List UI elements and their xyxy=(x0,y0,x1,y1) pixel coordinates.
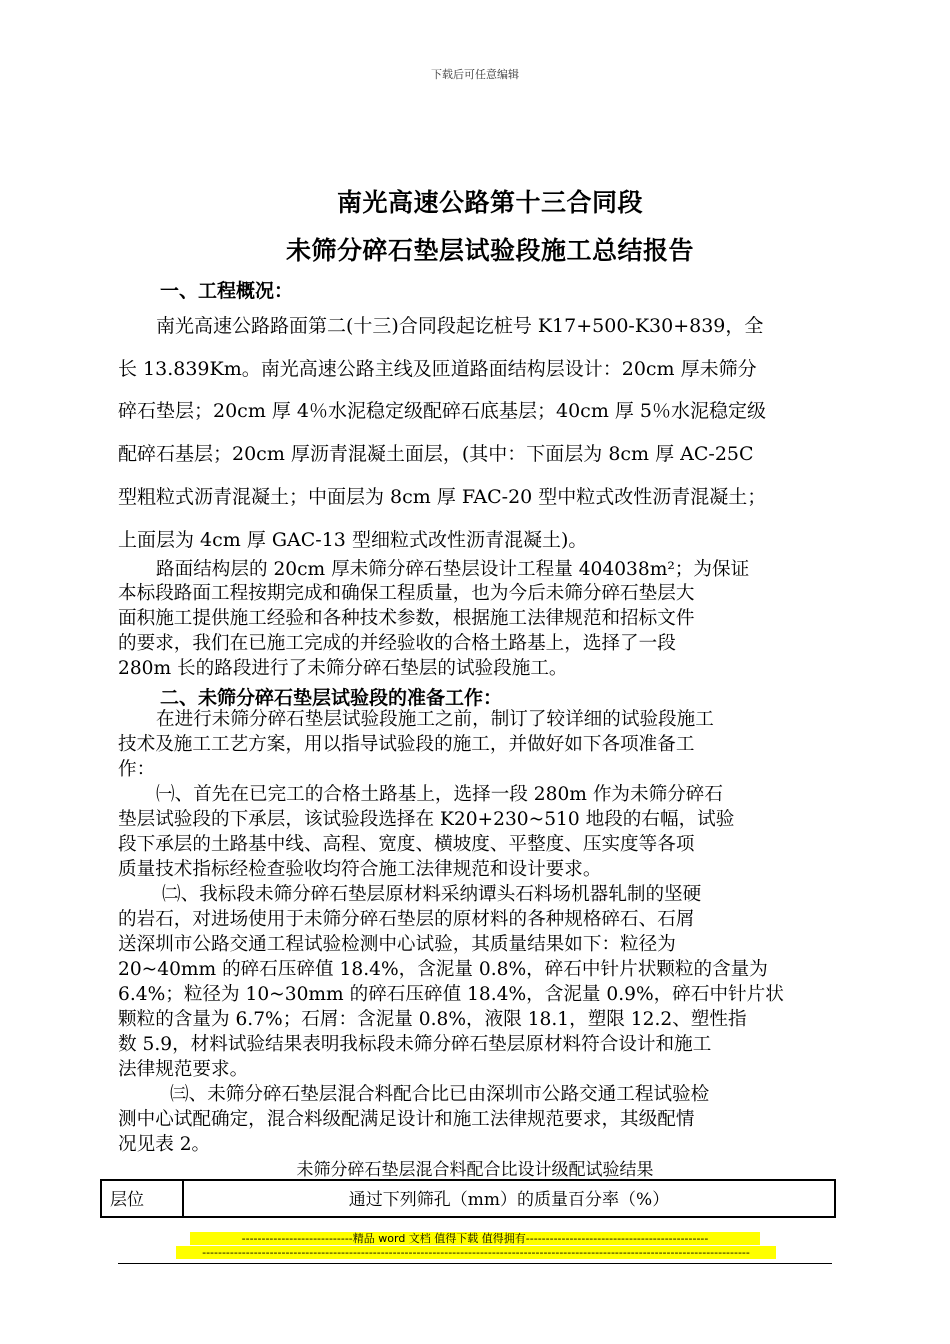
body-line: 在进行未筛分碎石垫层试验段施工之前，制订了较详细的试验段施工 xyxy=(156,709,714,730)
body-line: ㈠、首先在已完工的合格土路基上，选择一段 280m 作为未筛分碎石 xyxy=(156,784,723,805)
body-line: 法律规范要求。 xyxy=(118,1059,249,1080)
body-line: 测中心试配确定，混合料级配满足设计和施工法律规范要求，其级配情 xyxy=(118,1109,695,1130)
body-line: 面积施工提供施工经验和各种技术参数，根据施工法律规范和招标文件 xyxy=(118,608,695,629)
body-line: 垫层试验段的下承层，该试验段选择在 K20+230~510 地段的右幅，试验 xyxy=(118,809,735,830)
body-line: 碎石垫层；20cm 厚 4％水泥稳定级配碎石底基层；40cm 厚 5％水泥稳定级 xyxy=(118,400,767,422)
body-line: 6.4%；粒径为 10~30mm 的碎石压碎值 18.4%，含泥量 0.9%，碎石中针片状 xyxy=(118,984,784,1005)
table-caption: 未筛分碎石垫层混合料配合比设计级配试验结果 xyxy=(296,1160,654,1180)
document-title-line1: 南光高速公路第十三合同段 xyxy=(336,188,643,217)
body-line: 送深圳市公路交通工程试验检测中心试验，其质量结果如下：粒径为 xyxy=(118,934,676,955)
footer-banner-dashes: ------------------------------------------------------------------------------------------------------------------------------------------ xyxy=(176,1246,776,1259)
gradation-table xyxy=(100,1179,836,1218)
body-line: 路面结构层的 20cm 厚未筛分碎石垫层设计工程量 404038m²；为保证 xyxy=(156,559,750,580)
body-line: 数 5.9，材料试验结果表明我标段未筛分碎石垫层原材料符合设计和施工 xyxy=(118,1034,712,1055)
body-line: 280m 长的路段进行了未筛分碎石垫层的试验段施工。 xyxy=(118,658,568,679)
body-line: 配碎石基层；20cm 厚沥青混凝土面层，(其中：下面层为 8cm 厚 AC-25C xyxy=(118,443,754,465)
table-header-layer: 层位 xyxy=(101,1180,183,1217)
document-title-line2: 未筛分碎石垫层试验段施工总结报告 xyxy=(285,236,694,265)
footer-banner: ----------------------------精品 word 文档 值得下载 值得拥有---------------------------------------------- xyxy=(190,1232,760,1245)
body-line: 段下承层的土路基中线、高程、宽度、横坡度、平整度、压实度等各项 xyxy=(118,834,695,855)
body-line: 的要求，我们在已施工完成的并经验收的合格土路基上，选择了一段 xyxy=(118,633,676,654)
body-line: 型粗粒式沥青混凝土；中面层为 8cm 厚 FAC-20 型中粒式改性沥青混凝土； xyxy=(118,486,767,508)
header-note: 下载后可任意编辑 xyxy=(431,68,519,81)
body-line: 本标段路面工程按期完成和确保工程质量，也为今后未筛分碎石垫层大 xyxy=(118,583,695,604)
body-line: 上面层为 4cm 厚 GAC-13 型细粒式改性沥青混凝土)。 xyxy=(118,529,588,551)
body-line: 技术及施工工艺方案，用以指导试验段的施工，并做好如下各项准备工 xyxy=(118,734,695,755)
body-line: 南光高速公路路面第二(十三)合同段起讫桩号 K17+500-K30+839，全 xyxy=(156,315,764,337)
section1-heading: 一、工程概况： xyxy=(160,280,294,302)
body-line: 长 13.839Km。南光高速公路主线及匝道路面结构层设计：20cm 厚未筛分 xyxy=(118,358,757,380)
footer-divider xyxy=(118,1263,832,1264)
body-line: 况见表 2。 xyxy=(118,1134,211,1155)
table-header-passing-percent: 通过下列筛孔（mm）的质量百分率（%） xyxy=(183,1180,835,1217)
body-line: 质量技术指标经检查验收均符合施工法律规范和设计要求。 xyxy=(118,859,602,880)
body-line: 的岩石，对进场使用于未筛分碎石垫层的原材料的各种规格碎石、石屑 xyxy=(118,909,695,930)
table-row xyxy=(101,1180,835,1217)
body-line: ㈢、未筛分碎石垫层混合料配合比已由深圳市公路交通工程试验检 xyxy=(170,1084,710,1105)
body-line: 作： xyxy=(118,759,156,780)
body-line: ㈡、我标段未筛分碎石垫层原材料采纳谭头石料场机器轧制的坚硬 xyxy=(162,884,702,905)
body-line: 颗粒的含量为 6.7%；石屑：含泥量 0.8%，液限 18.1，塑限 12.2、塑性指 xyxy=(118,1009,747,1030)
body-line: 20~40mm 的碎石压碎值 18.4%，含泥量 0.8%，碎石中针片状颗粒的含量为 xyxy=(118,959,768,980)
section2-heading: 二、未筛分碎石垫层试验段的准备工作： xyxy=(160,687,503,709)
